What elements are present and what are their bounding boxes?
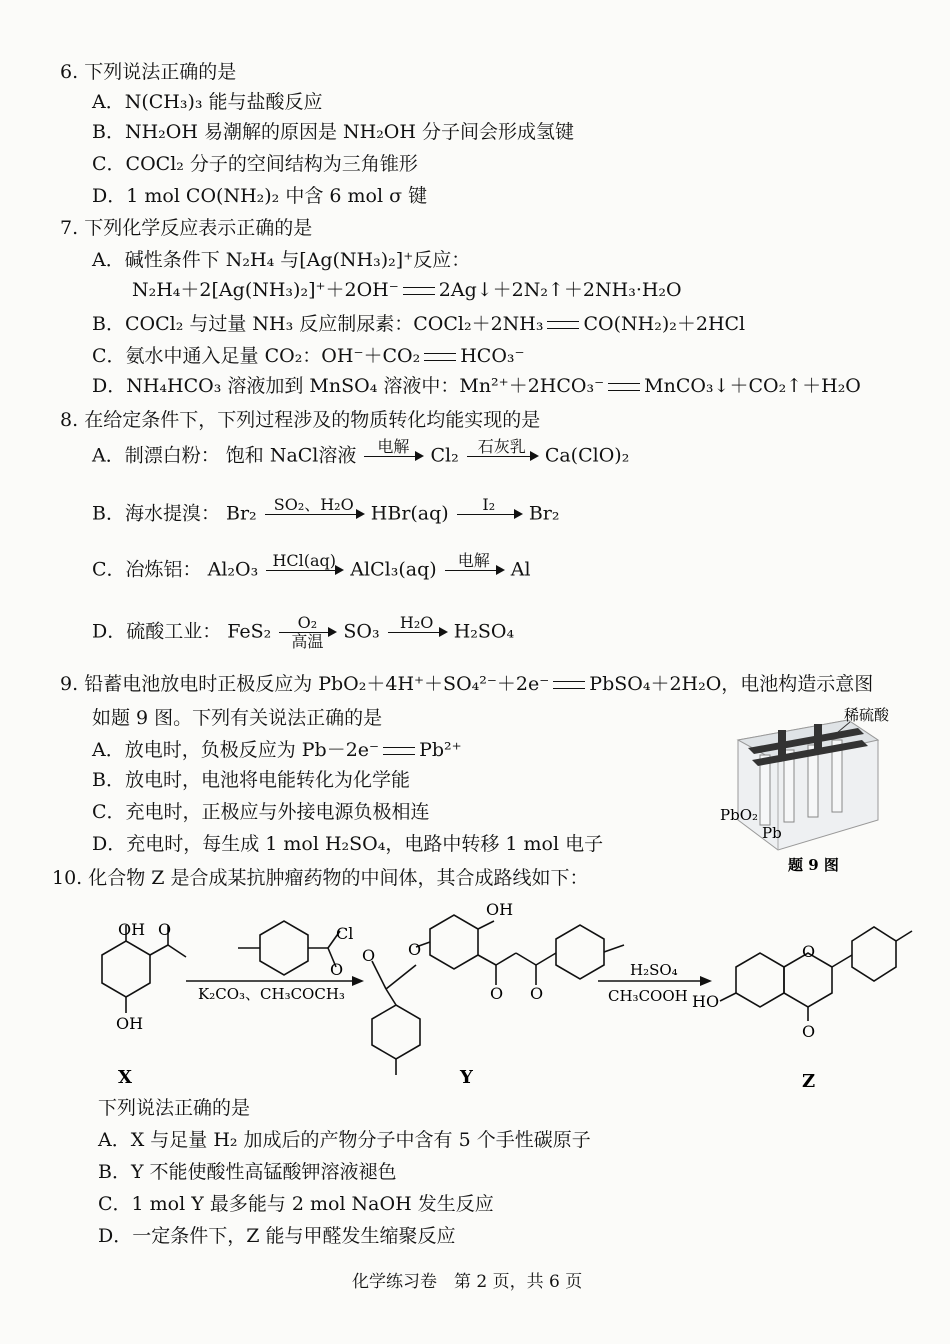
q7-option-d: D．NH₄HCO₃ 溶液加到 MnSO₄ 溶液中：Mn²⁺＋2HCO₃⁻ MnCO₃↓＋CO₂↑＋H₂O (92, 375, 861, 397)
label-pbo2: PbO₂ (720, 806, 759, 824)
y-ketone-o2: O (530, 984, 544, 1003)
q8-option-a: A．制漂白粉： 饱和 NaCl溶液 电解 Cl₂ 石灰乳 Ca(ClO)₂ (92, 437, 630, 467)
q7-option-c: C．氨水中通入足量 CO₂：OH⁻＋CO₂ HCO₃⁻ (92, 345, 525, 367)
z-ring-o: O (802, 942, 816, 961)
z-ring-b (784, 953, 832, 1007)
y-ring-phenol (430, 915, 478, 969)
q8-option-b: B．海水提溴： Br₂ SO₂、H₂O HBr(aq) I₂ Br₂ (92, 495, 560, 525)
q6-option-c: C．COCl₂ 分子的空间结构为三角锥形 (92, 153, 418, 175)
plate-1 (760, 755, 770, 825)
label-z: Z (802, 1071, 816, 1092)
z-ho: HO (692, 992, 720, 1011)
x-ring (102, 941, 150, 997)
q6-option-a: A．N(CH₃)₃ 能与盐酸反应 (92, 91, 323, 113)
q10-option-d: D．一定条件下，Z 能与甲醛发生缩聚反应 (98, 1225, 456, 1247)
q9-option-c: C．充电时，正极应与外接电源负极相连 (92, 801, 430, 823)
acyl-o: O (330, 960, 344, 979)
reagent-2-top: H₂SO₄ (630, 961, 678, 979)
z-carbonyl-o: O (802, 1022, 816, 1041)
q7-option-a-equation: N₂H₄＋2[Ag(NH₃)₂]⁺＋2OH⁻ 2Ag↓＋2N₂↑＋2NH₃·H₂O (132, 279, 682, 301)
label-pb: Pb (762, 824, 782, 842)
q9-stem: 9. 铅蓄电池放电时正极反应为 PbO₂＋4H⁺＋SO₄²⁻＋2e⁻ PbSO₄＋2H₂O，电池构造示意图 (60, 673, 874, 695)
reagent-1: K₂CO₃、CH₃COCH₃ (198, 985, 345, 1003)
label-y: Y (460, 1067, 473, 1088)
label-dilute-acid: 稀硫酸 (844, 706, 890, 724)
battery-figure (718, 700, 908, 880)
q6-option-b: B．NH₂OH 易潮解的原因是 NH₂OH 分子间会形成氢键 (92, 121, 574, 143)
y-ring-tolyl (556, 925, 604, 979)
page-footer: 化学练习卷 第 2 页，共 6 页 (352, 1272, 583, 1292)
reagent-2-bottom: CH₃COOH (608, 987, 688, 1005)
q9-option-b: B．放电时，电池将电能转化为化学能 (92, 769, 410, 791)
y-ester-o: O (362, 946, 376, 965)
x-oh-bottom: OH (116, 1014, 144, 1033)
post-1 (778, 730, 786, 760)
x-carbonyl-o: O (158, 920, 172, 939)
q10-sub-stem: 下列说法正确的是 (98, 1097, 251, 1119)
q7-stem: 7. 下列化学反应表示正确的是 (60, 217, 313, 239)
x-oh-top: OH (118, 920, 146, 939)
post-2 (814, 724, 822, 754)
q8-stem: 8. 在给定条件下，下列过程涉及的物质转化均能实现的是 (60, 409, 541, 431)
q8-option-c: C．冶炼铝： Al₂O₃ HCl(aq) AlCl₃(aq) 电解 Al (92, 551, 531, 581)
figure-caption: 题 9 图 (788, 856, 839, 874)
q7-option-a: A．碱性条件下 N₂H₄ 与[Ag(NH₃)₂]⁺反应： (92, 249, 471, 271)
q10-option-a: A．X 与足量 H₂ 加成后的产物分子中含有 5 个手性碳原子 (98, 1129, 591, 1151)
y-ketone-o1: O (490, 984, 504, 1003)
synthesis-scheme (90, 895, 930, 1095)
acyl-cl: Cl (336, 924, 354, 943)
q9-option-d: D．充电时，每生成 1 mol H₂SO₄，电路中转移 1 mol 电子 (92, 833, 604, 855)
y-oh: OH (486, 900, 514, 919)
q10-option-b: B．Y 不能使酸性高锰酸钾溶液褪色 (98, 1161, 397, 1183)
q6-option-d: D．1 mol CO(NH₂)₂ 中含 6 mol σ 键 (92, 185, 428, 207)
z-ring-a (736, 953, 784, 1007)
q10-option-c: C．1 mol Y 最多能与 2 mol NaOH 发生反应 (98, 1193, 494, 1215)
acyl-ring (260, 921, 308, 975)
y-ether-o: O (408, 940, 422, 959)
q6-stem: 6. 下列说法正确的是 (60, 61, 237, 83)
z-ring-tolyl (852, 927, 896, 981)
y-ring-ester (372, 1005, 420, 1059)
q9-stem-cont: 如题 9 图。下列有关说法正确的是 (92, 707, 383, 729)
q9-option-a: A．放电时，负极反应为 Pb－2e⁻ Pb²⁺ (92, 739, 462, 761)
q7-option-b: B．COCl₂ 与过量 NH₃ 反应制尿素：COCl₂＋2NH₃ CO(NH₂)₂＋2HCl (92, 313, 746, 335)
label-x: X (118, 1067, 132, 1088)
q8-option-d: D．硫酸工业： FeS₂ O₂ 高温 SO₃ H₂O H₂SO₄ (92, 613, 515, 651)
q10-stem: 10. 化合物 Z 是合成某抗肿瘤药物的中间体，其合成路线如下： (52, 867, 589, 889)
